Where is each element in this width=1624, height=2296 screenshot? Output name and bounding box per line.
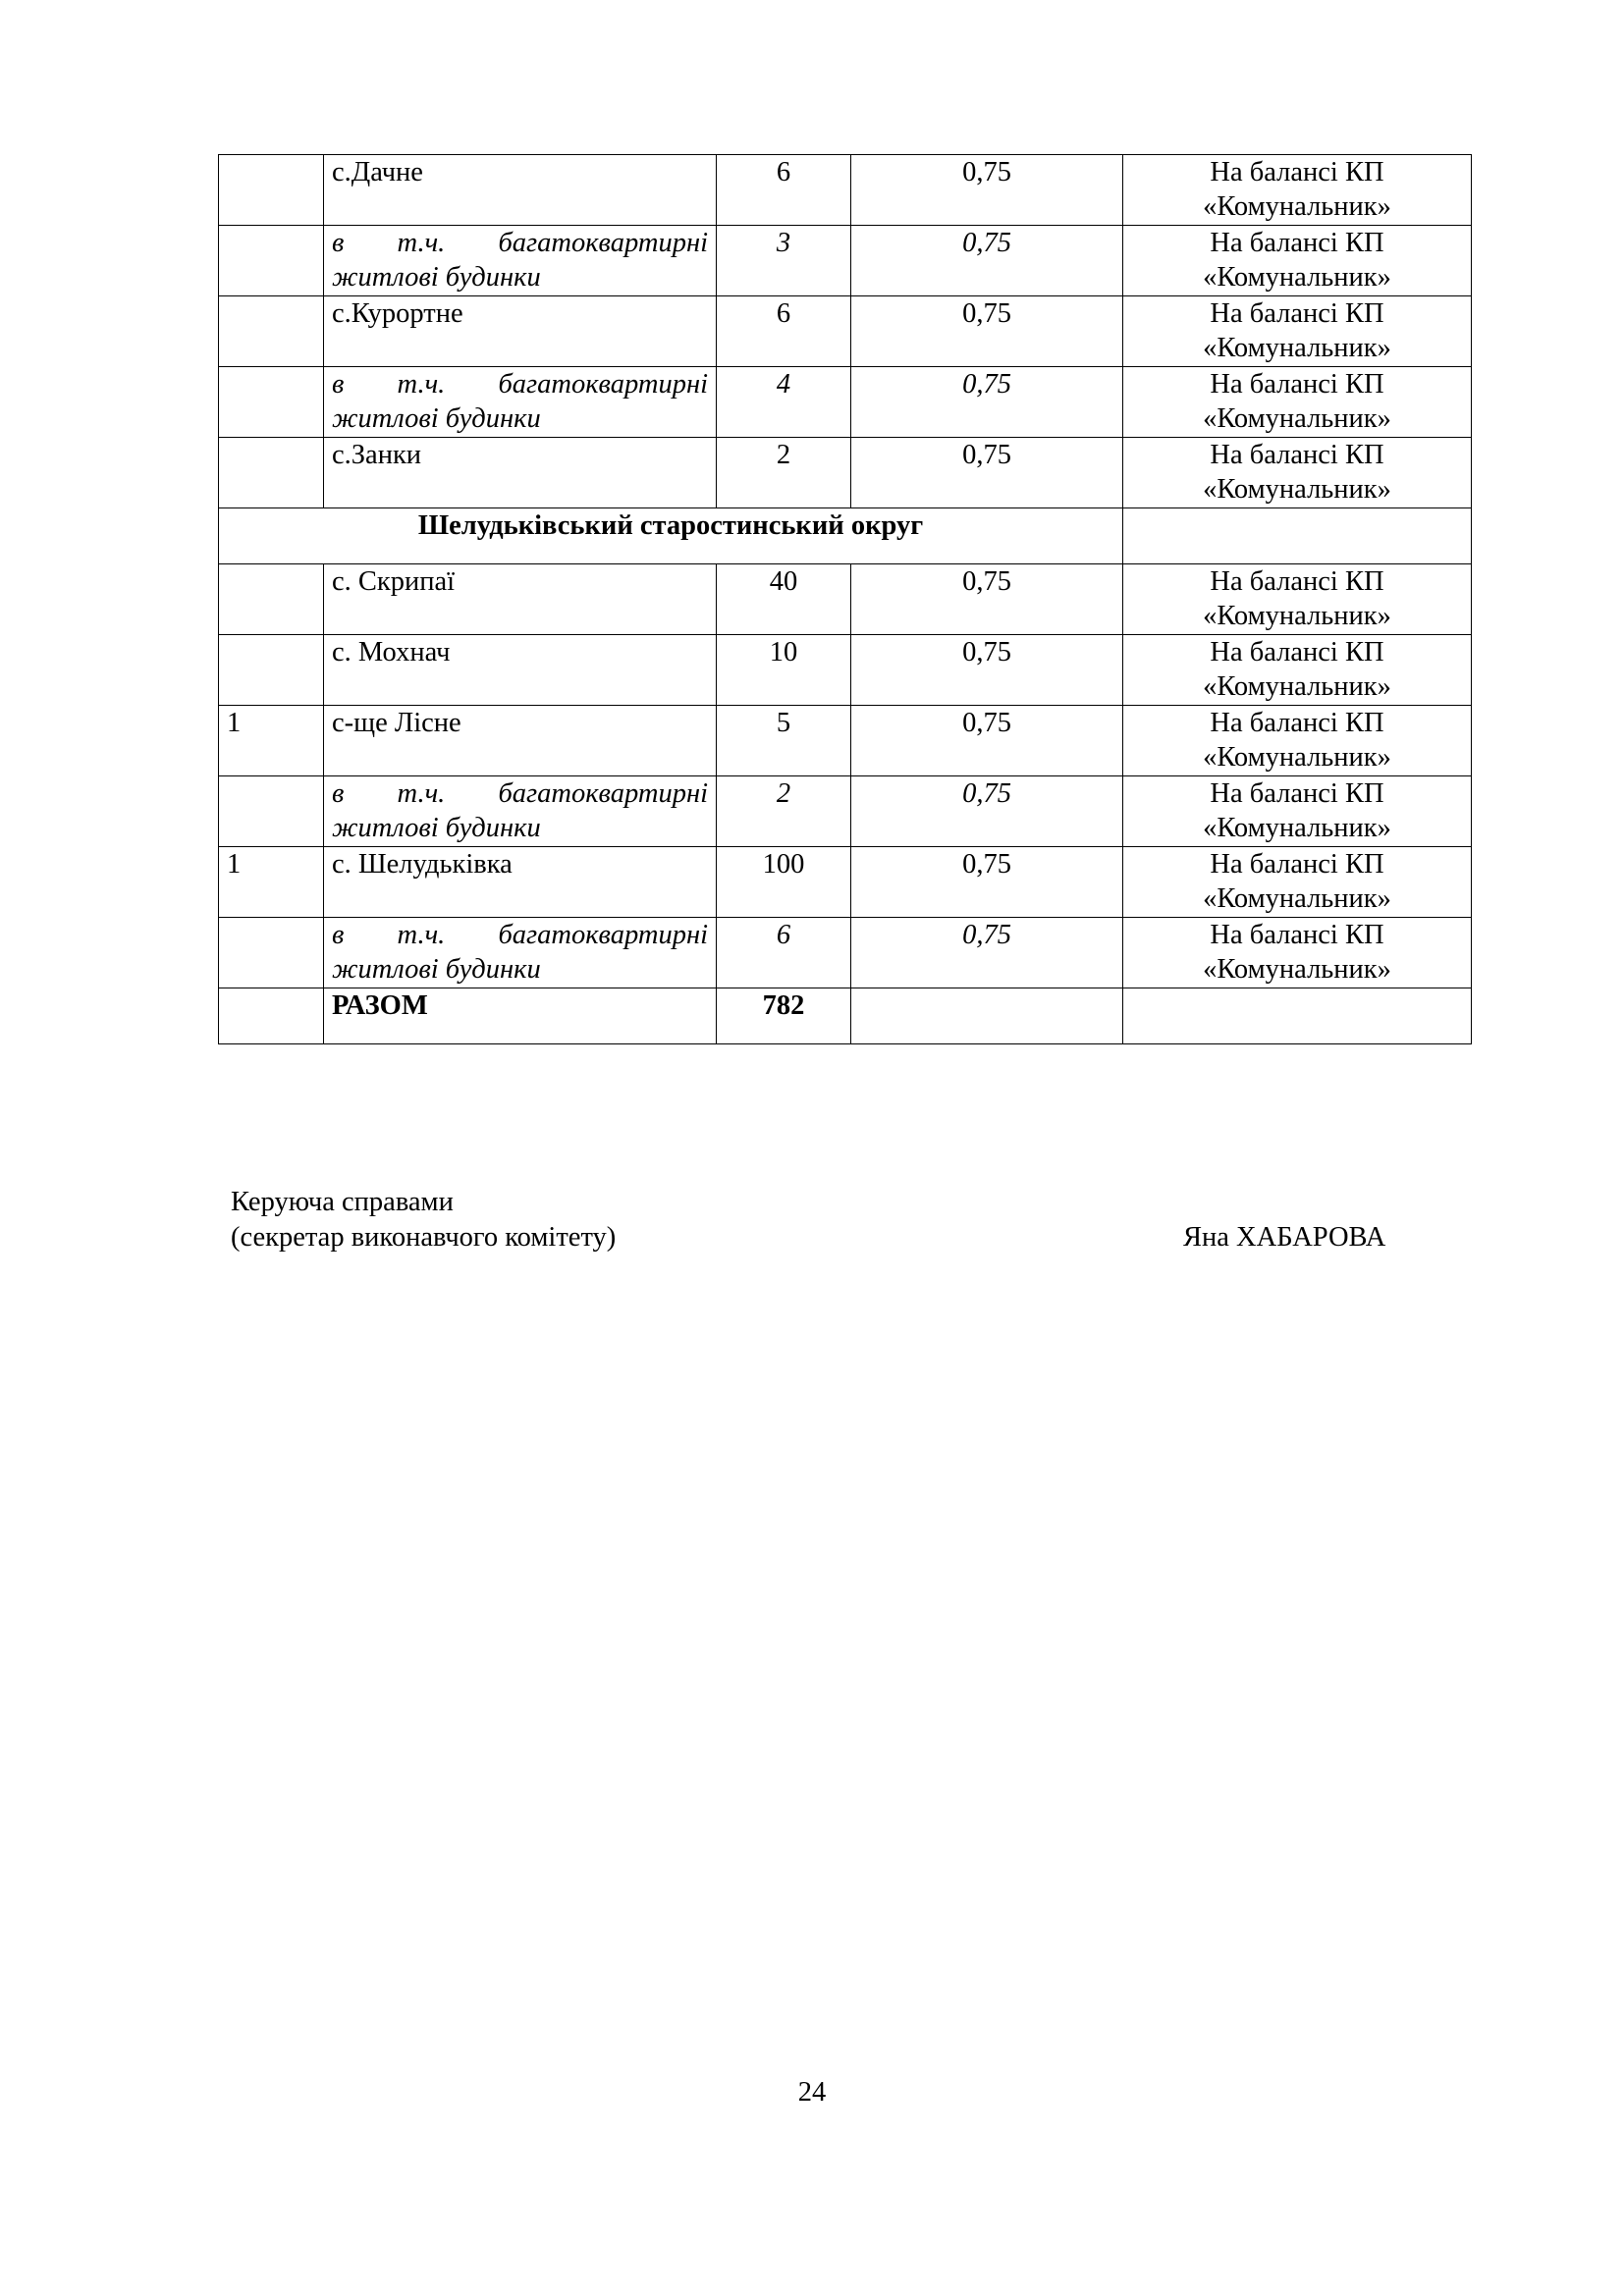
- section-title: Шелудьківський старостинський округ: [219, 508, 1123, 564]
- count-cell: 6: [717, 155, 851, 226]
- note-cell: На балансі КП «Комунальник»: [1123, 296, 1472, 367]
- signature-position: [231, 1185, 616, 1255]
- settlement-cell: с. Шелудьківка: [324, 847, 717, 918]
- rate-cell: 0,75: [851, 438, 1123, 508]
- section-row: [219, 508, 1472, 564]
- rate-cell: 0,75: [851, 847, 1123, 918]
- count-cell: 2: [717, 776, 851, 847]
- settlement-cell: в т.ч. багатоквартирні житлові будинки: [324, 226, 717, 296]
- row-number-cell: [219, 776, 324, 847]
- count-cell: 100: [717, 847, 851, 918]
- note-cell: На балансі КП «Комунальник»: [1123, 776, 1472, 847]
- settlement-cell: в т.ч. багатоквартирні житлові будинки: [324, 367, 717, 438]
- note-cell: На балансі КП «Комунальник»: [1123, 918, 1472, 988]
- settlement-cell: в т.ч. багатоквартирні житлові будинки: [324, 776, 717, 847]
- row-number-cell: [219, 226, 324, 296]
- row-number-cell: [219, 296, 324, 367]
- count-cell: 5: [717, 706, 851, 776]
- row-number-cell: [219, 988, 324, 1044]
- rate-cell: 0,75: [851, 226, 1123, 296]
- row-number-cell: [219, 918, 324, 988]
- rate-cell: 0,75: [851, 706, 1123, 776]
- table-row: [219, 776, 1472, 847]
- note-cell: [1123, 988, 1472, 1044]
- settlement-cell: с.Курортне: [324, 296, 717, 367]
- count-cell: 3: [717, 226, 851, 296]
- settlement-cell: с. Мохнач: [324, 635, 717, 706]
- count-cell: 40: [717, 564, 851, 635]
- note-cell: На балансі КП «Комунальник»: [1123, 847, 1472, 918]
- rate-cell: 0,75: [851, 918, 1123, 988]
- page-number: 24: [797, 2077, 827, 2108]
- count-cell: 2: [717, 438, 851, 508]
- rate-cell: 0,75: [851, 367, 1123, 438]
- table-row: [219, 155, 1472, 226]
- count-cell: 6: [717, 296, 851, 367]
- signature-name: Яна ХАБАРОВА: [1183, 1222, 1386, 1253]
- signature-title: Керуюча справами: [231, 1187, 454, 1217]
- settlement-cell: в т.ч. багатоквартирні житлові будинки: [324, 918, 717, 988]
- note-cell: На балансі КП «Комунальник»: [1123, 564, 1472, 635]
- note-cell: На балансі КП «Комунальник»: [1123, 438, 1472, 508]
- section-empty-cell: [1123, 508, 1472, 564]
- note-cell: На балансі КП «Комунальник»: [1123, 635, 1472, 706]
- rate-cell: 0,75: [851, 635, 1123, 706]
- settlement-cell: РАЗОМ: [324, 988, 717, 1044]
- settlement-cell: с.Дачне: [324, 155, 717, 226]
- row-number-cell: 1: [219, 847, 324, 918]
- count-cell: 782: [717, 988, 851, 1044]
- table-row: [219, 296, 1472, 367]
- rate-cell: 0,75: [851, 296, 1123, 367]
- table-row: [219, 847, 1472, 918]
- rate-cell: [851, 988, 1123, 1044]
- table-row: [219, 226, 1472, 296]
- row-number-cell: [219, 438, 324, 508]
- rate-cell: 0,75: [851, 776, 1123, 847]
- row-number-cell: 1: [219, 706, 324, 776]
- count-cell: 10: [717, 635, 851, 706]
- row-number-cell: [219, 564, 324, 635]
- count-cell: 4: [717, 367, 851, 438]
- note-cell: На балансі КП «Комунальник»: [1123, 155, 1472, 226]
- settlement-cell: с.Занки: [324, 438, 717, 508]
- rate-cell: 0,75: [851, 155, 1123, 226]
- settlement-cell: с-ще Лісне: [324, 706, 717, 776]
- table-row: [219, 367, 1472, 438]
- note-cell: На балансі КП «Комунальник»: [1123, 367, 1472, 438]
- table-row: [219, 564, 1472, 635]
- table-row: [219, 706, 1472, 776]
- count-cell: 6: [717, 918, 851, 988]
- table-row: [219, 438, 1472, 508]
- table-row: [219, 635, 1472, 706]
- rate-cell: 0,75: [851, 564, 1123, 635]
- signature-subtitle: (секретар виконавчого комітету): [231, 1222, 617, 1253]
- data-table: [218, 154, 1472, 1044]
- note-cell: На балансі КП «Комунальник»: [1123, 706, 1472, 776]
- table-row: [219, 918, 1472, 988]
- row-number-cell: [219, 367, 324, 438]
- settlement-cell: с. Скрипаї: [324, 564, 717, 635]
- row-number-cell: [219, 635, 324, 706]
- note-cell: На балансі КП «Комунальник»: [1123, 226, 1472, 296]
- row-number-cell: [219, 155, 324, 226]
- total-row: [219, 988, 1472, 1044]
